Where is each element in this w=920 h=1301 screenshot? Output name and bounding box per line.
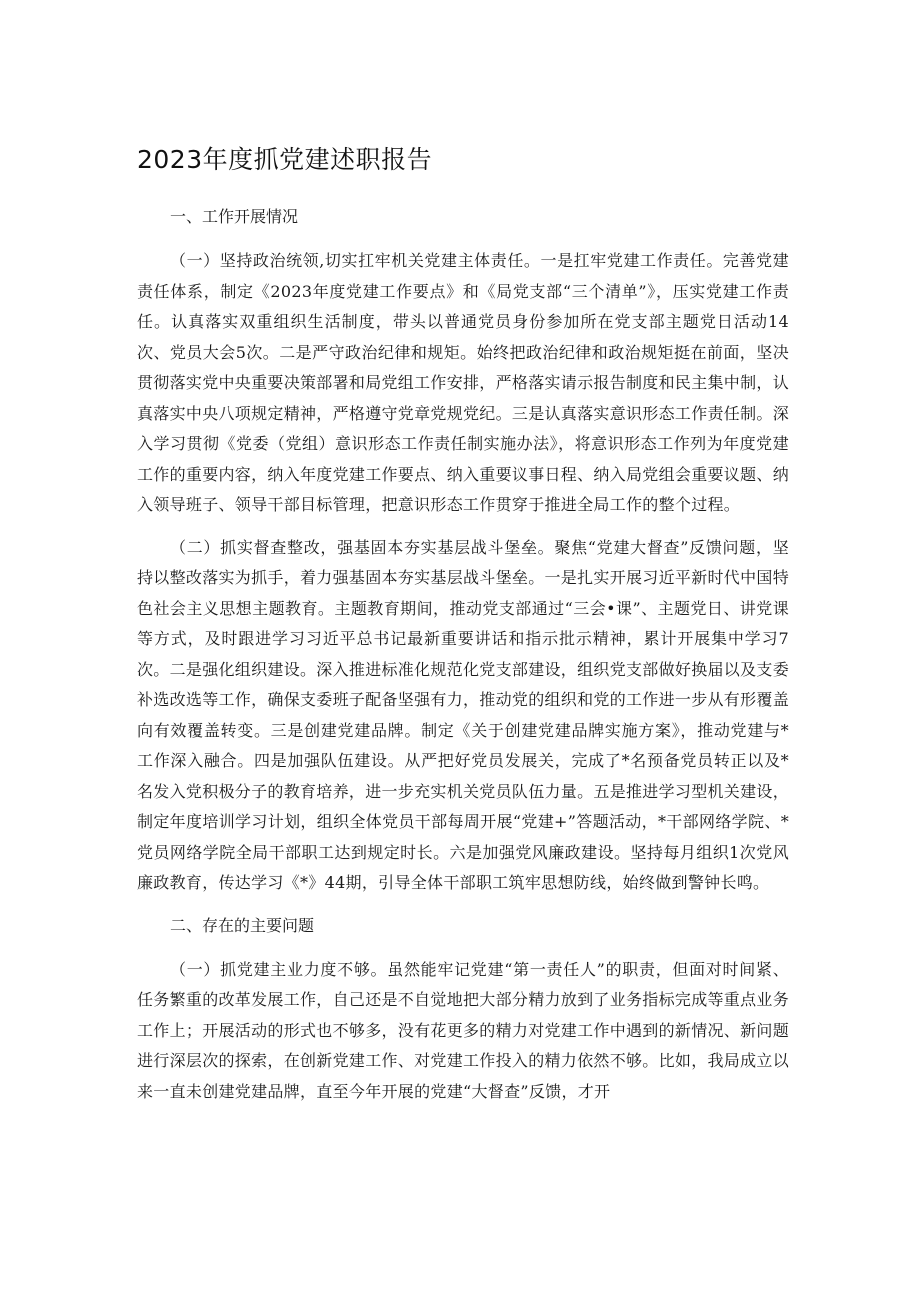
paragraph: （二）抓实督查整改，强基固本夯实基层战斗堡垒。聚焦“党建大督查”反馈问题，坚持以整改落实为抓手，着力强基固本夯实基层战斗堡垒。一是扎实开展习近平新时代中国特色社会主义思想主题教育。主题教育期间，推动党支部通过“三会•课”、主题党日、讲党课等方式，及时跟进学习习近平总书记最新重要讲话和指示批示精神，累计开展集中学习7次。二是强化组织建设。深入推进标准化规范化党支部建设，组织党支部做好换届以及支委补选改选等工作，确保支委班子配备坚强有力，推动党的组织和党的工作进一步从有形覆盖向有效覆盖转变。三是创建党建品牌。制定《关于创建党建品牌实施方案》，推动党建与*工作深入融合。四是加强队伍建设。从严把好党员发展关，完成了*名预备党员转正以及*名发入党积极分子的教育培养，进一步充实机关党员队伍力量。五是推进学习型机关建设，制定年度培训学习计划，组织全体党员干部每周开展“党建+”答题活动，*干部网络学院、*党员网络学院全局干部职工达到规定时长。六是加强党风廉政建设。坚持每月组织1次党风廉政教育，传达学习《*》44期，引导全体干部职工筑牢思想防线，始终做到警钟长鸣。: [137, 537, 790, 892]
section-heading: 二、存在的主要问题: [170, 915, 315, 935]
paragraph: （一）坚持政治统领,切实扛牢机关党建主体责任。一是扛牢党建工作责任。完善党建责任体系，制定《2023年度党建工作要点》和《局党支部“三个清单”》，压实党建工作责任。认真落实双重组织生活制度，带头以普通党员身份参加所在党支部主题党日活动14次、党员大会5次。二是严守政治纪律和规矩。始终把政治纪律和政治规矩挺在前面，坚决贯彻落实党中央重要决策部署和局党组工作安排，严格落实请示报告制度和民主集中制，认真落实中央八项规定精神，严格遵守党章党规党纪。三是认真落实意识形态工作责任制。深入学习贯彻《党委（党组）意识形态工作责任制实施办法》，将意识形态工作列为年度党建工作的重要内容，纳入年度党建工作要点、纳入重要议事日程、纳入局党组会重要议题、纳入领导班子、领导干部目标管理，把意识形态工作贯穿于推进全局工作的整个过程。: [137, 251, 790, 514]
section-1: [137, 202, 789, 899]
document-page: [137, 140, 789, 1119]
section-heading: 一、工作开展情况: [170, 207, 299, 226]
section-2: [137, 911, 789, 1108]
document-title: 2023年度抓党建述职报告: [137, 145, 433, 174]
paragraph: （一）抓党建主业力度不够。虽然能牢记党建“第一责任人”的职责，但面对时间紧、任务繁重的改革发展工作，自己还是不自觉地把大部分精力放到了业务指标完成等重点业务工作上；开展活动的形式也不够多，没有花更多的精力对党建工作中遇到的新情况、新问题进行深层次的探索，在创新党建工作、对党建工作投入的精力依然不够。比如，我局成立以来一直未创建党建品牌，直至今年开展的党建“大督查”反馈，才开: [137, 959, 790, 1101]
